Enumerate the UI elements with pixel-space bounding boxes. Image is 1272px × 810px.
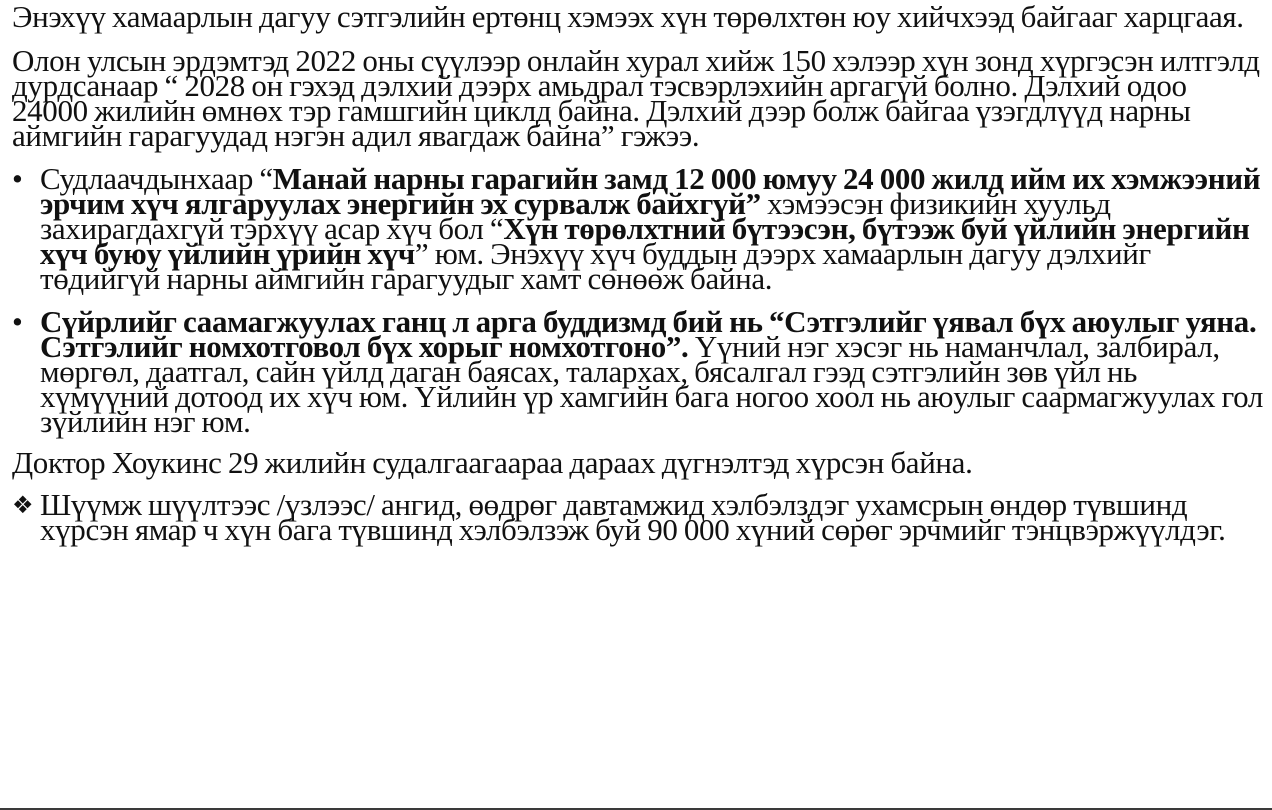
- intro-paragraph: Энэхүү хамаарлын дагуу сэтгэлийн ертөнц хэмээх хүн төрөлхтөн юу хийчхээд байгааг харцгаая.: [12, 0, 1244, 34]
- bullet-icon: •: [12, 161, 23, 196]
- bullet-text-intro: Судлаачдынхаар “: [40, 161, 273, 196]
- conclusion-paragraph: Доктор Хоукинс 29 жилийн судалгаагаараа дараах дүгнэлтэд хүрсэн байна.: [12, 445, 973, 480]
- diamond-bullet-icon: ❖: [12, 491, 34, 519]
- finding-text: Шүүмж шүүлтээс /үзлээс/ ангид, өөдрөг давтамжид хэлбэлздэг ухамсрын өндөр түвшинд хүрсэн ямар ч хүн бага түвшинд хэлбэлзэж буй 90 000 хүний сөрөг эрчмийг тэнцвэржүүлдэг.: [40, 487, 1226, 547]
- conference-paragraph: Олон улсын эрдэмтэд 2022 оны сүүлээр онлайн хурал хийж 150 хэлээр хүн зонд хүргэсэн илтгэлд дурдсанаар “ 2028 он гэхэд дэлхий дээрх амьдрал тэсвэрлэхийн аргагүй болно. Дэлхий одоо 24000 жилийн өмнөх тэр гамшгийн циклд байна. Дэлхий дээр болж байгаа үзэгдлүүд нарны аймгийн гарагуудад нэгэн адил явагдаж байна” гэжээ.: [12, 43, 1260, 153]
- bullet-text-middle: хэмээсэн физикийн хуульд захирагдахгүй тэрхүү асар хүч бол “: [40, 186, 1111, 246]
- bullet-text: [40, 161, 1260, 296]
- bullet-text-practice: Үүний нэг хэсэг нь наманчлал, залбирал, мөргөл, даатгал, сайн үйлд даган баясах, талархах, бясалгал гээд сэтгэлийн зөв үйл нь хүмүүний дотоод их хүч юм. Үйлийн үр хамгийн бага ногоо хоол нь аюулыг саармагжуулах гол зүйлийн нэг юм.: [40, 329, 1264, 439]
- bullet-text-end: ” юм. Энэхүү хүч буддын дээрх хамаарлын дагуу дэлхийг төдийгүй нарны аймгийн гарагуудыг хамт сөнөөж байна.: [40, 236, 1151, 296]
- bullet-item-mind: [12, 304, 1268, 439]
- finding-item: [12, 487, 1268, 547]
- document-body: [12, 0, 1268, 547]
- bullet-bold-buddhism: Сүйрлийг саамагжуулах ганц л арга буддизмд бий нь “Сэтгэлийг үявал бүх аюулыг уяна. Сэтгэлийг номхотговол бүх хорыг номхотгоно”.: [40, 304, 1257, 364]
- bullet-text: [40, 304, 1263, 439]
- bullet-bold-quote: Манай нарны гарагийн замд 12 000 юмуу 24 000 жилд ийм их хэмжээний эрчим хүч ялгаруулах энергийн эх сурвалж байхгүй”: [40, 161, 1261, 221]
- bullet-item-energy: [12, 161, 1268, 296]
- bullet-icon: •: [12, 304, 23, 339]
- bullet-bold-karma: Хүн төрөлхтний бүтээсэн, бүтээж буй үйлийн энергийн хүч буюу үйлийн үрийн хүч: [40, 211, 1250, 271]
